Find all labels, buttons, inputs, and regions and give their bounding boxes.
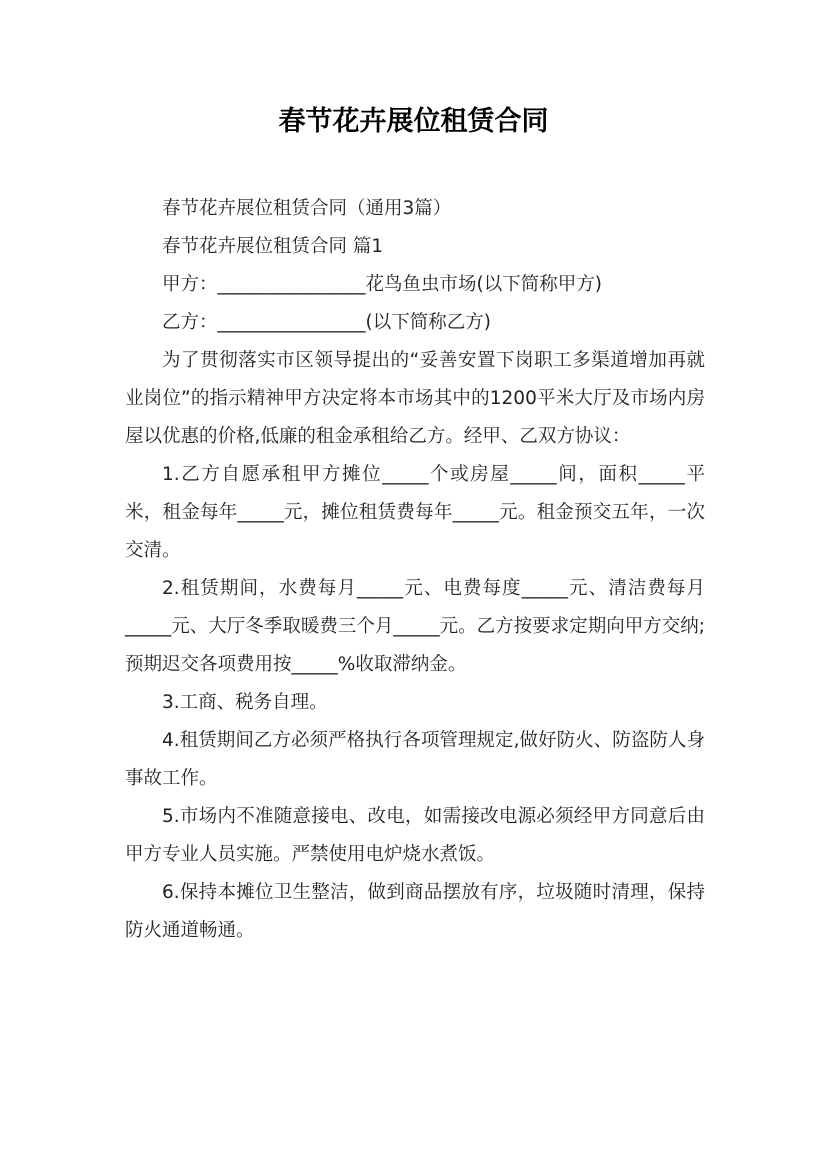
clause-1: 1.乙方自愿承租甲方摊位_____个或房屋_____间，面积_____平米，租金每年_____元，摊位租赁费每年_____元。租金预交五年，一次交清。 bbox=[125, 464, 705, 561]
subtitle-paragraph: 春节花卉展位租赁合同（通用3篇） bbox=[162, 198, 452, 219]
clause-4: 4.租赁期间乙方必须严格执行各项管理规定,做好防火、防盗防人身事故工作。 bbox=[125, 730, 705, 789]
clause-3: 3.工商、税务自理。 bbox=[162, 692, 328, 713]
section-heading: 春节花卉展位租赁合同 篇1 bbox=[162, 236, 384, 257]
document-body bbox=[125, 190, 705, 950]
clause-2: 2.租赁期间，水费每月_____元、电费每度_____元、清洁费每月_____元、大厅冬季取暖费三个月_____元。乙方按要求定期向甲方交纳;预期迟交各项费用按_____%收取滞纳金。 bbox=[125, 578, 705, 675]
clause-5: 5.市场内不准随意接电、改电，如需接改电源必须经甲方同意后由甲方专业人员实施。严禁使用电炉烧水煮饭。 bbox=[125, 806, 705, 865]
preamble-paragraph: 为了贯彻落实市区领导提出的“妥善安置下岗职工多渠道增加再就业岗位”的指示精神甲方决定将本市场其中的1200平米大厅及市场内房屋以优惠的价格,低廉的租金承租给乙方。经甲、乙双方协议： bbox=[125, 350, 705, 447]
party-b-line: 乙方：________________(以下简称乙方) bbox=[162, 312, 491, 333]
document-title: 春节花卉展位租赁合同 bbox=[278, 106, 549, 137]
party-a-line: 甲方：________________花鸟鱼虫市场(以下简称甲方) bbox=[162, 274, 602, 295]
clause-6: 6.保持本摊位卫生整洁，做到商品摆放有序，垃圾随时清理，保持防火通道畅通。 bbox=[125, 882, 705, 941]
